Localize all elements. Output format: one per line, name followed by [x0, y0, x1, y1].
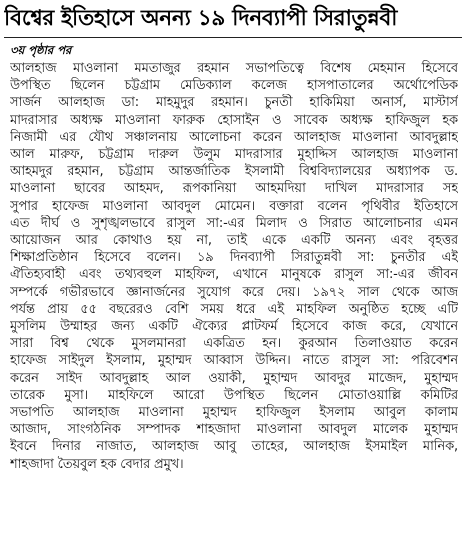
- article-body-line: উপস্থিত ছিলেন চট্টগ্রাম মেডিক্যাল কলেজ হাসপাতালের অর্থোপেডিক: [10, 78, 458, 94]
- article-body-line: আয়োজন আর কোথাও হয় না, তাই একে একটি অনন্য এবং বৃহত্তর: [10, 233, 458, 249]
- article-body-line: আহমদুর রহমান, চট্টগ্রাম আন্তর্জাতিক ইসলামী বিশ্ববিদ্যালয়ের অধ্যাপক ড.: [10, 164, 458, 180]
- article-body-line: মাদরাসার অধ্যক্ষ মাওলানা ফারুক হোসাইন ও সাবেক অধ্যক্ষ হাফিজুল হক: [10, 112, 458, 128]
- article-body-line: সভাপতি আলহাজ মাওলানা মুহাম্মদ হাফিজুল ইসলাম আবুল কালাম: [10, 405, 458, 421]
- article-body-line: তারেক মুসা। মাহফিলে আরো উপস্থিত ছিলেন মোতাওয়াল্লি কমিটির: [10, 387, 458, 403]
- article-body-line: সুপার হাফেজ মাওলানা আবদুল মোমেন। বক্তারা বলেন পৃথিবীর ইতিহাসে: [10, 198, 458, 214]
- headline: বিশ্বের ইতিহাসে অনন্য ১৯ দিনব্যাপী সিরাতুন্নবী: [4, 6, 398, 31]
- article-body-line: করেন সাইদ আবদুল্লাহ আল ওয়াকী, মুহাম্মদ আবদুর মাজেদ, মুহাম্মদ: [10, 370, 458, 386]
- article-body-line: মুসলিম উম্মাহর জন্য একটি ঐক্যের প্লাটফর্ম হিসেবে কাজ করে, যেখানে: [10, 319, 458, 335]
- article-body-line: সারা বিশ্ব থেকে মুসলমানরা একত্রিত হন। কুরআন তিলাওয়াত করেন: [10, 336, 458, 352]
- headline-rule: [4, 37, 462, 38]
- article-body-line: আলহাজ মাওলানা মমতাজুর রহমান সভাপতিত্বে বিশেষ মেহমান হিসেবে: [10, 61, 458, 76]
- article-body-line: সম্পর্কে গভীরভাবে জ্ঞানার্জনের সুযোগ করে দেয়। ১৯৭২ সাল থেকে আজ: [10, 284, 458, 300]
- continued-from-note: ৩য় পৃষ্ঠার পর: [10, 43, 72, 57]
- article-body-line: মাওলানা ছাবের আহমদ, রূপকানিয়া আহমদিয়া দাখিল মাদরাসার সহ: [10, 181, 458, 197]
- article-body-line: আল মারুফ, চট্টগ্রাম দারুল উলুম মাদরাসার মুহাদ্দিস আলহাজ মাওলানা: [10, 147, 458, 163]
- article-body-line: সার্জন আলহাজ ডা: মাহমুদুর রহমান। চুনতী হাকিমিয়া অনার্স, মাস্টার্স: [10, 95, 458, 111]
- article-body: [10, 60, 458, 473]
- article-body-line: ইবনে দিনার নাজাত, আলহাজ আবু তাহের, আলহাজ ইসমাইল মানিক,: [10, 439, 458, 455]
- article-body-line: শাহজাদা তৈয়বুল হক বেদার প্রমুখ।: [10, 456, 184, 472]
- article-body-line: ঐতিহ্যবাহী এবং তথ্যবহুল মাহফিল, এখানে মানুষকে রাসুল সা:-এর জীবন: [10, 267, 458, 283]
- article-body-line: নিজামী এর যৌথ সঞ্চালনায় আলোচনা করেন আলহাজ মাওলানা আবদুল্লাহ: [10, 129, 458, 145]
- article-body-line: শিক্ষাপ্রতিষ্ঠান হিসেবে বলেন। ১৯ দিনব্যাপী সিরাতুন্নবী সা: চুনতীর এই: [10, 250, 458, 266]
- article-body-line: পর্যন্ত প্রায় ৫৫ বছরেরও বেশি সময় ধরে এই মাহফিল অনুষ্ঠিত হচ্ছে এটি: [10, 301, 458, 317]
- article-body-line: এত দীর্ঘ ও সুশৃঙ্খলভাবে রাসুল সা:-এর মিলাদ ও সিরাত আলোচনার এমন: [10, 215, 458, 231]
- article-body-line: হাফেজ সাইদুল ইসলাম, মুহাম্মদ আব্বাস উদ্দিন। নাতে রাসুল সা: পরিবেশন: [10, 353, 458, 369]
- newspaper-clipping: [4, 3, 462, 547]
- article-body-line: আজাদ, সাংগঠনিক সম্পাদক শাহজাদা মাওলানা আবদুল মালেক মুহাম্মদ: [10, 422, 458, 438]
